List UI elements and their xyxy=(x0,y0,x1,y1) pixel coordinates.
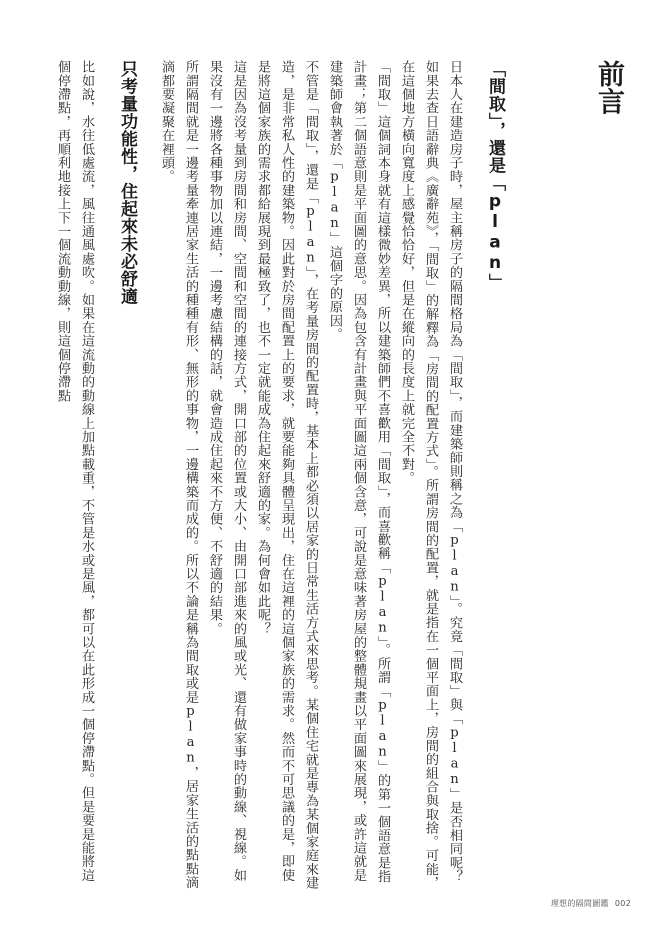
paragraph: 這是因為沒考量到房間和房間、空間和空間的連接方式，開口部的位置或大小、由開口部進來的風或光、還有做家事時的動線、視線。如果沒有一邊將各種事物加以連結，一邊考慮結構的話，就會造成住起來不方便、不舒適的結果。 xyxy=(207,60,246,882)
chapter-title: 前言 xyxy=(593,60,624,115)
section-heading-1: 「間取」，還是「plan」 xyxy=(485,60,505,291)
article-body xyxy=(55,60,628,895)
paragraph: 「間取」這個詞本身就有這樣微妙差異，所以建築師們不喜歡用「間取」，而喜歡稱「plan」。所謂「plan」的第一個語意是指計畫；第二個語意則是平面圖的意思。因為包含有計畫與平面圖這兩個含意，可說是意味著房屋的整體規畫以平面圖來展現，或許這就是建築師會執著於「plan」這個字的原因。 xyxy=(327,60,390,884)
paragraph: 日本人在建造房子時，屋主稱房子的隔間格局為「間取」，而建築師則稱之為「plan」。究竟「間取」與「plan」是否相同呢？ xyxy=(447,60,462,884)
running-title: 理想的隔間圖鑑 xyxy=(550,899,609,908)
paragraph: 如果去查日語辭典《廣辭苑》，「間取」的解釋為「房間的配置方式」。所謂房間的配置，就是指在一個平面上，房間的組合與取捨。可能，在這個地方橫向寬度上感覺恰恰好，但是在縱向的長度上就完全不對。 xyxy=(399,60,438,890)
paragraph: 不管是「間取」，還是「plan」，在考量房間的配置時，基本上都必須以居家的日常生活方式來思考。某個住宅就是專為某個家庭來建造，是非常私人性的建築物。因此對於房間配置上的要求，就要能夠具體呈現出，住在這裡的這個家族的需求。然而不可思議的是，即使是將這個家族的需求都給展現到最極致了，也不一定就能成為住起來舒適的家。為何會如此呢？ xyxy=(255,60,318,890)
paragraph: 比如說，水往低處流，風往通風處吹。如果在這流動的動線上加點載重，不管是水或是風，都可以在此形成一個停滯點。但是要是能將這個停滯點，再順利地接上下一個流動動線，則這個停滯點 xyxy=(55,60,94,882)
page-number: 002 xyxy=(614,899,631,908)
page-footer xyxy=(551,898,631,909)
paragraph: 所謂隔間就是一邊考量牽連居家生活的種種有形、無形的事物，一邊構築而成的。所以不論是稱為間取或是plan，居家生活的點點滴滴都要凝聚在裡頭。 xyxy=(159,60,198,890)
section-heading-2: 只考量功能性，住起來未必舒適 xyxy=(117,60,137,305)
